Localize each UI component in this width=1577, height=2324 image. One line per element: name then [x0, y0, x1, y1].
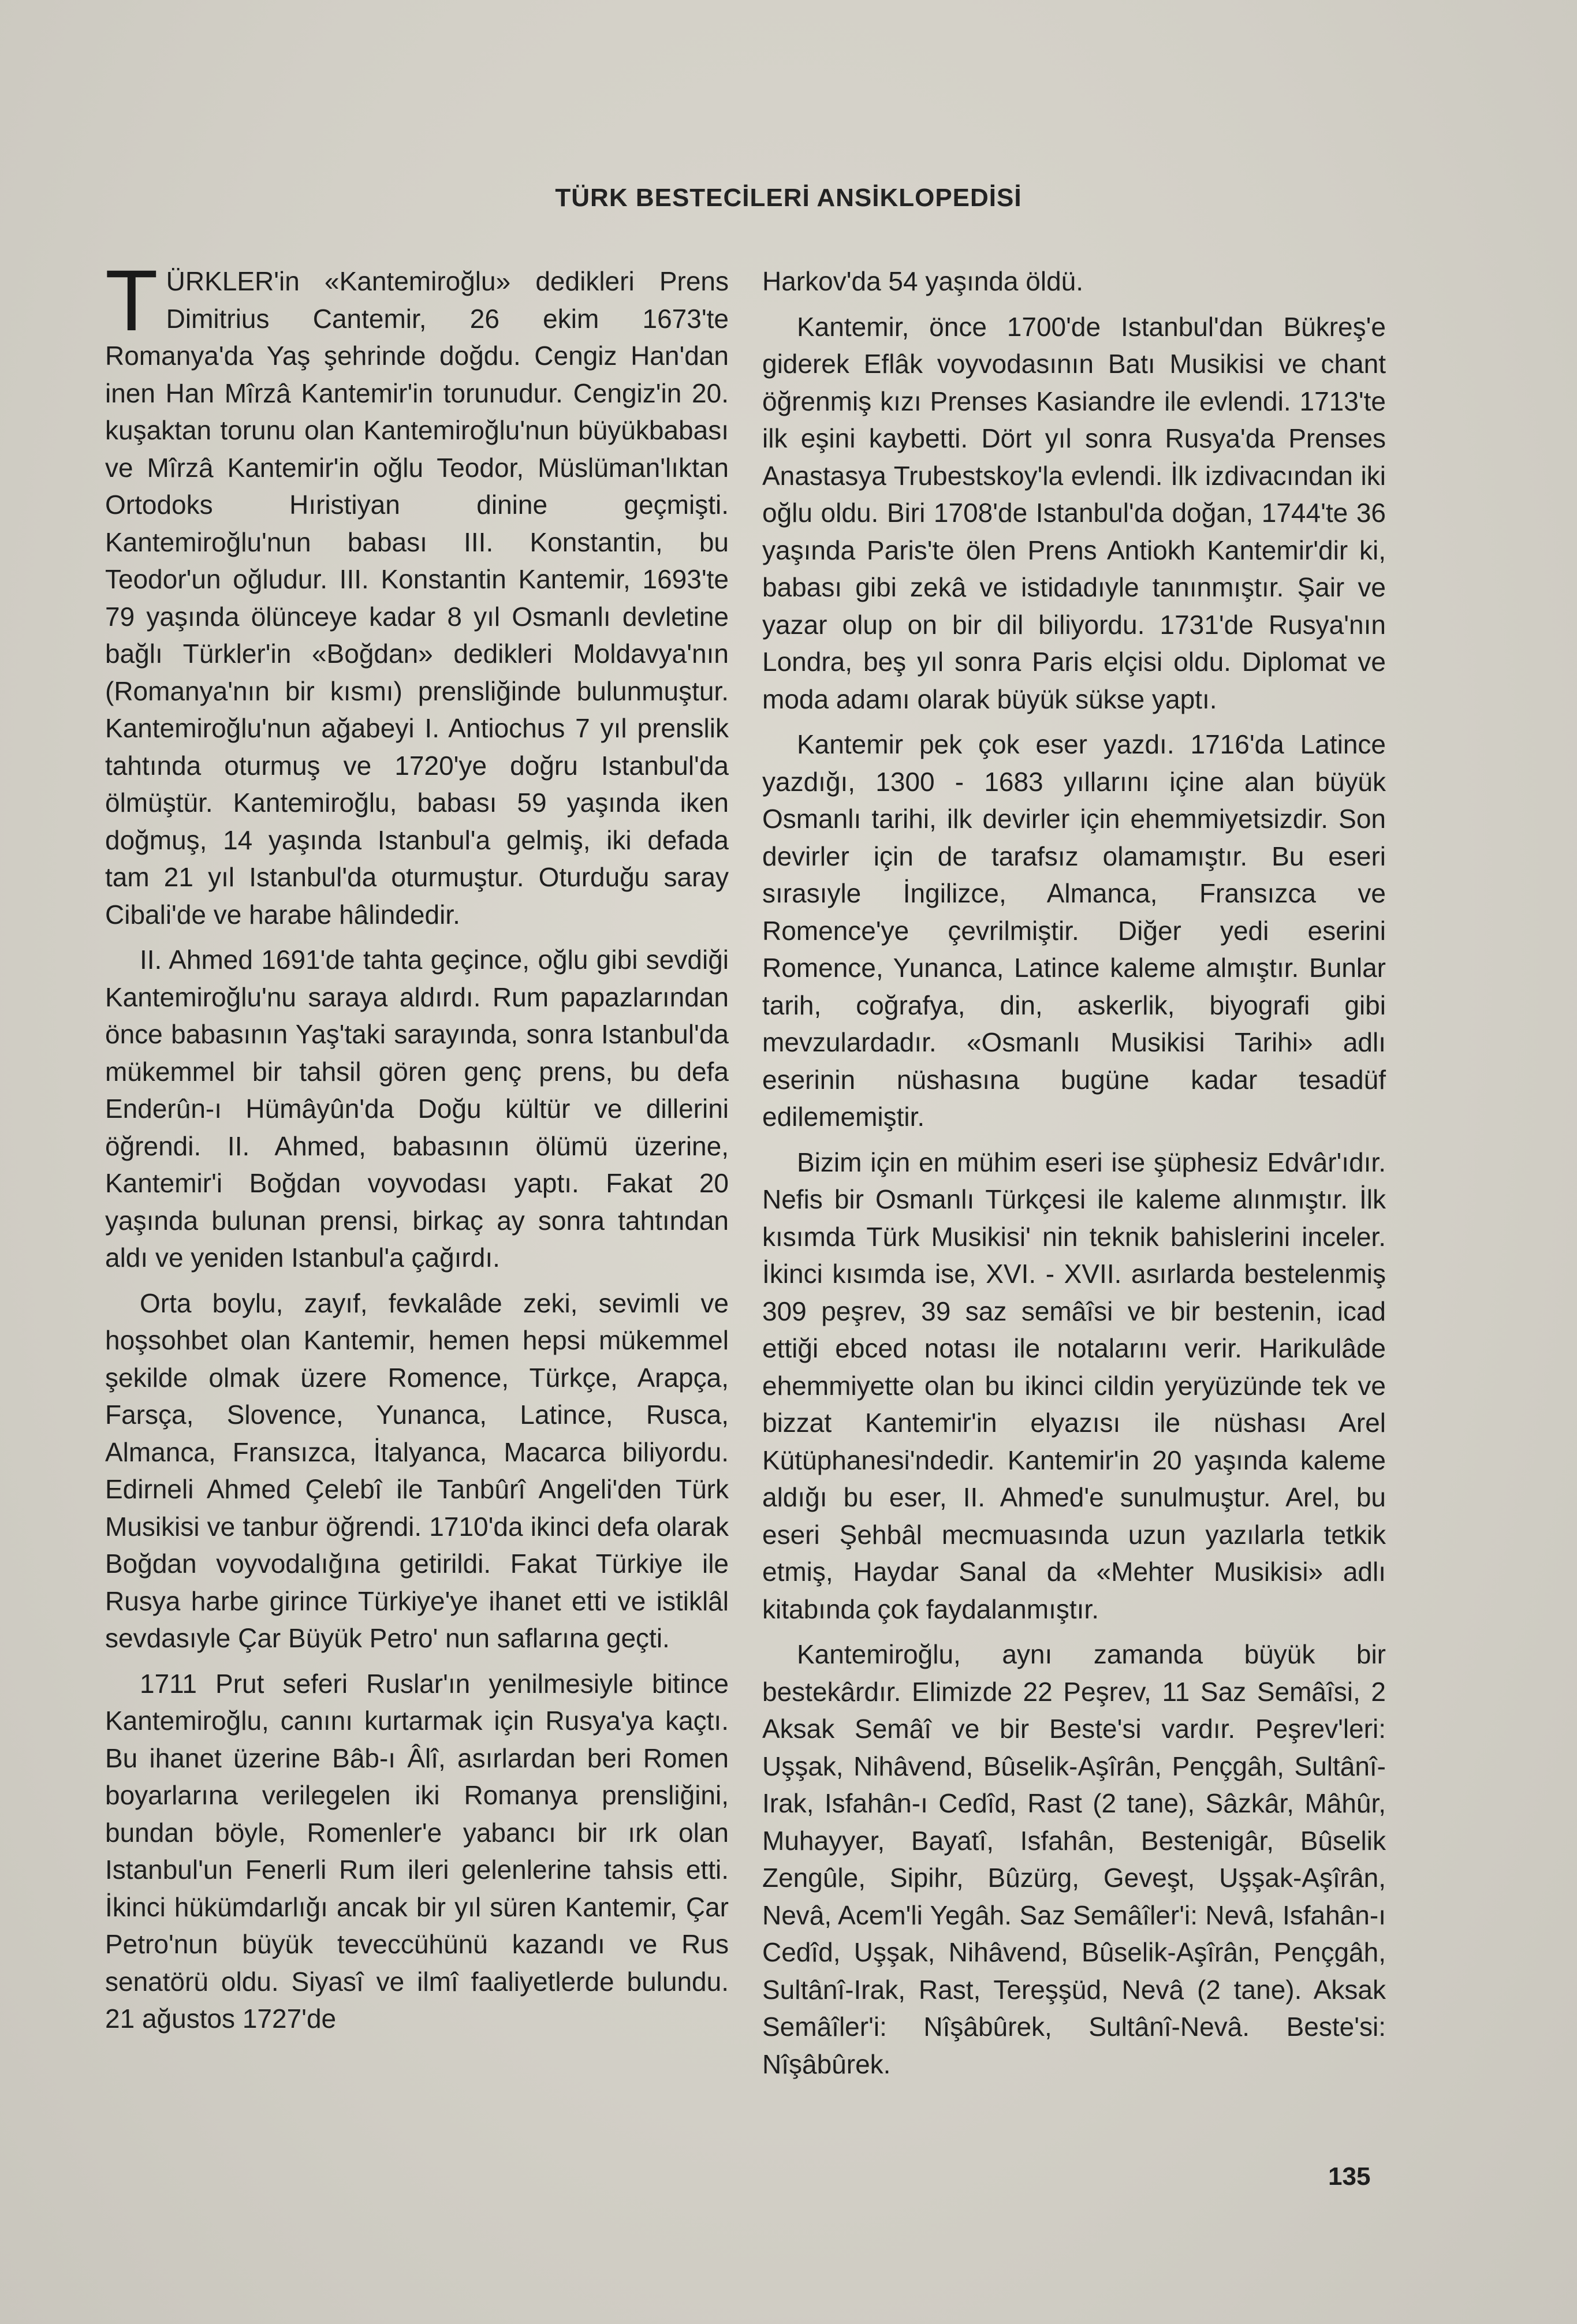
paragraph: Harkov'da 54 yaşında öldü.: [762, 266, 1084, 296]
paragraph: Orta boylu, zayıf, fevkalâde zeki, sevimli ve hoşsohbet olan Kantemir, hemen hepsi mükemmel şekilde olmak üzere Romence, Türkçe, Arapça, Farsça, Slovence, Yunanca, Latince, Rusca, Almanca, Fransızca, İtalyanca, Macarca biliyordu. Edirneli Ahmed Çelebî ile Tanbûrî Angeli'den Türk Musikisi ve tanbur öğrendi. 1710'da ikinci defa olarak Boğdan voyvodalığına getirildi. Fakat Türkiye ile Rusya harbe girince Türkiye'ye ihanet etti ve istiklâl sevdasıyle Çar Büyük Petro' nun saflarına geçti.: [105, 1288, 729, 1653]
paragraph: Bizim için en mühim eseri ise şüphesiz Edvâr'ıdır. Nefis bir Osmanlı Türkçesi ile kaleme alınmıştır. İlk kısımda Türk Musikisi' nin teknik bahislerini inceler. İkinci kısımda ise, XVI. - XVII. asırlarda bestelenmiş 309 peşrev, 39 saz semâîsi ve bir bestenin, icad ettiği ebced notası ile notalarını verir. Harikulâde ehemmiyette olan bu ikinci cildin yeryüzünde tek ve bizzat Kantemir'in elyazısı ile nüshası Arel Kütüphanesi'ndedir. Kantemir'in 20 yaşında kaleme aldığı bu eser, II. Ahmed'e sunulmuştur. Arel, bu eseri Şehbâl mecmuasında uzun yazılarla tetkik etmiş, Haydar Sanal da «Mehter Musikisi» adlı kitabında çok faydalanmıştır.: [762, 1147, 1386, 1624]
paragraph: II. Ahmed 1691'de tahta geçince, oğlu gibi sevdiği Kantemiroğlu'nu saraya aldırdı. Rum papazlarından önce babasının Yaş'taki sarayında, sonra Istanbul'da mükemmel bir tahsil gören genç prens, bu defa Enderûn-ı Hümâyûn'da Doğu kültür ve dillerini öğrendi. II. Ahmed, babasının ölümü üzerine, Kantemir'i Boğdan voyvodası yaptı. Fakat 20 yaşında bulunan prensi, birkaç ay sonra tahtından aldı ve yeniden Istanbul'a çağırdı.: [105, 945, 729, 1273]
paragraph-text: ÜRKLER'in «Kantemiroğlu» dedikleri Prens Dimitrius Cantemir, 26 ekim 1673'te Romanya'da Yaş şehrinde doğdu. Cengiz Han'dan inen Han Mîrzâ Kantemir'in torunudur. Cengiz'in 20. kuşaktan torunu olan Kantemiroğlu'nun büyükbabası ve Mîrzâ Kantemir'in oğlu Teodor, Müslüman'lıktan Ortodoks Hıristiyan dinine geçmişti. Kantemiroğlu'nun babası III. Konstantin, bu Teodor'un oğludur. III. Konstantin Kantemir, 1693'te 79 yaşında ölünceye kadar 8 yıl Osmanlı devletine bağlı Türkler'in «Boğdan» dedikleri Moldavya'nın (Romanya'nın bir kısmı) prensliğinde bulunmuştur. Kantemiroğlu'nun ağabeyi I. Antiochus 7 yıl prenslik tahtında oturmuş ve 1720'ye doğru Istanbul'da ölmüştür. Kantemiroğlu, babası 59 yaşında iken doğmuş, 14 yaşında Istanbul'a gelmiş, iki defada tam 21 yıl Istanbul'da oturmuştur. Oturduğu saray Cibali'de ve harabe hâlindedir.: [105, 266, 729, 930]
page-number: 135: [1328, 2162, 1371, 2191]
drop-cap: T: [105, 252, 158, 349]
paragraph: Kantemir, önce 1700'de Istanbul'dan Bükreş'e giderek Eflâk voyvodasının Batı Musikisi ve chant öğrenmiş kızı Prenses Kasiandre ile evlendi. 1713'te ilk eşini kaybetti. Dört yıl sonra Rusya'da Prenses Anastasya Trubestskoy'la evlendi. İlk izdivacından iki oğlu oldu. Biri 1708'de Istanbul'da doğan, 1744'te 36 yaşında Paris'te ölen Prens Antiokh Kantemir'dir ki, babası gibi zekâ ve istidadıyle tanınmıştır. Şair ve yazar olup on bir dil biliyordu. 1731'de Rusya'nın Londra, beş yıl sonra Paris elçisi oldu. Diplomat ve moda adamı olarak büyük sükse yaptı.: [762, 311, 1386, 714]
paragraph: Kantemiroğlu, aynı zamanda büyük bir bestekârdır. Elimizde 22 Peşrev, 11 Saz Semâîsi, 2 Aksak Semâî ve bir Beste'si vardır. Peşrev'leri: Uşşak, Nihâvend, Bûselik-Aşîrân, Pençgâh, Sultânî-Irak, Isfahân-ı Cedîd, Rast (2 tane), Sâzkâr, Mâhûr, Muhayyer, Bayatî, Isfahân, Bestenigâr, Bûselik Zengûle, Sipihr, Bûzürg, Geveşt, Uşşak-Aşîrân, Nevâ, Acem'li Yegâh. Saz Semâîler'i: Nevâ, Isfahân-ı Cedîd, Uşşak, Nihâvend, Bûselik-Aşîrân, Pençgâh, Sultânî-Irak, Rast, Tereşşüd, Nevâ (2 tane). Aksak Semâîler'i: Nîşâbûrek, Sultânî-Nevâ. Beste'si: Nîşâbûrek.: [762, 1639, 1386, 2079]
left-column: [105, 252, 729, 2046]
paragraph: Kantemir pek çok eser yazdı. 1716'da Latince yazdığı, 1300 - 1683 yıllarını içine alan büyük Osmanlı tarihi, ilk devirler için ehemmiyetsizdir. Son devirler için de tarafsız olamamıştır. Bu eseri sırasıyle İngilizce, Almanca, Fransızca ve Romence'ye çevrilmiştir. Diğer yedi eserini Romence, Yunanca, Latince kaleme almıştır. Bunlar tarih, coğrafya, din, askerlik, biyografi gibi mevzulardadır. «Osmanlı Musikisi Tarihi» adlı eserinin nüshasına bugüne kadar tesadüf edilememiştir.: [762, 729, 1386, 1132]
page-header: TÜRK BESTECİLERİ ANSİKLOPEDİSİ: [555, 184, 1022, 212]
right-column: [762, 263, 1386, 2091]
paragraph: 1711 Prut seferi Ruslar'ın yenilmesiyle bitince Kantemiroğlu, canını kurtarmak için Rusya'ya kaçtı. Bu ihanet üzerine Bâb-ı Âlî, asırlardan beri Romen boyarlarına verilegelen iki Romanya prensliğini, bundan böyle, Romenler'e yabancı bir ırk olan Istanbul'un Fenerli Rum ileri gelenlerine tahsis etti. İkinci hükümdarlığı ancak bir yıl süren Kantemir, Çar Petro'nun büyük teveccühünü kazandı ve Rus senatörü oldu. Siyasî ve ilmî faaliyetlerde bulundu. 21 ağustos 1727'de: [105, 1668, 729, 2034]
paragraph: [105, 252, 729, 933]
